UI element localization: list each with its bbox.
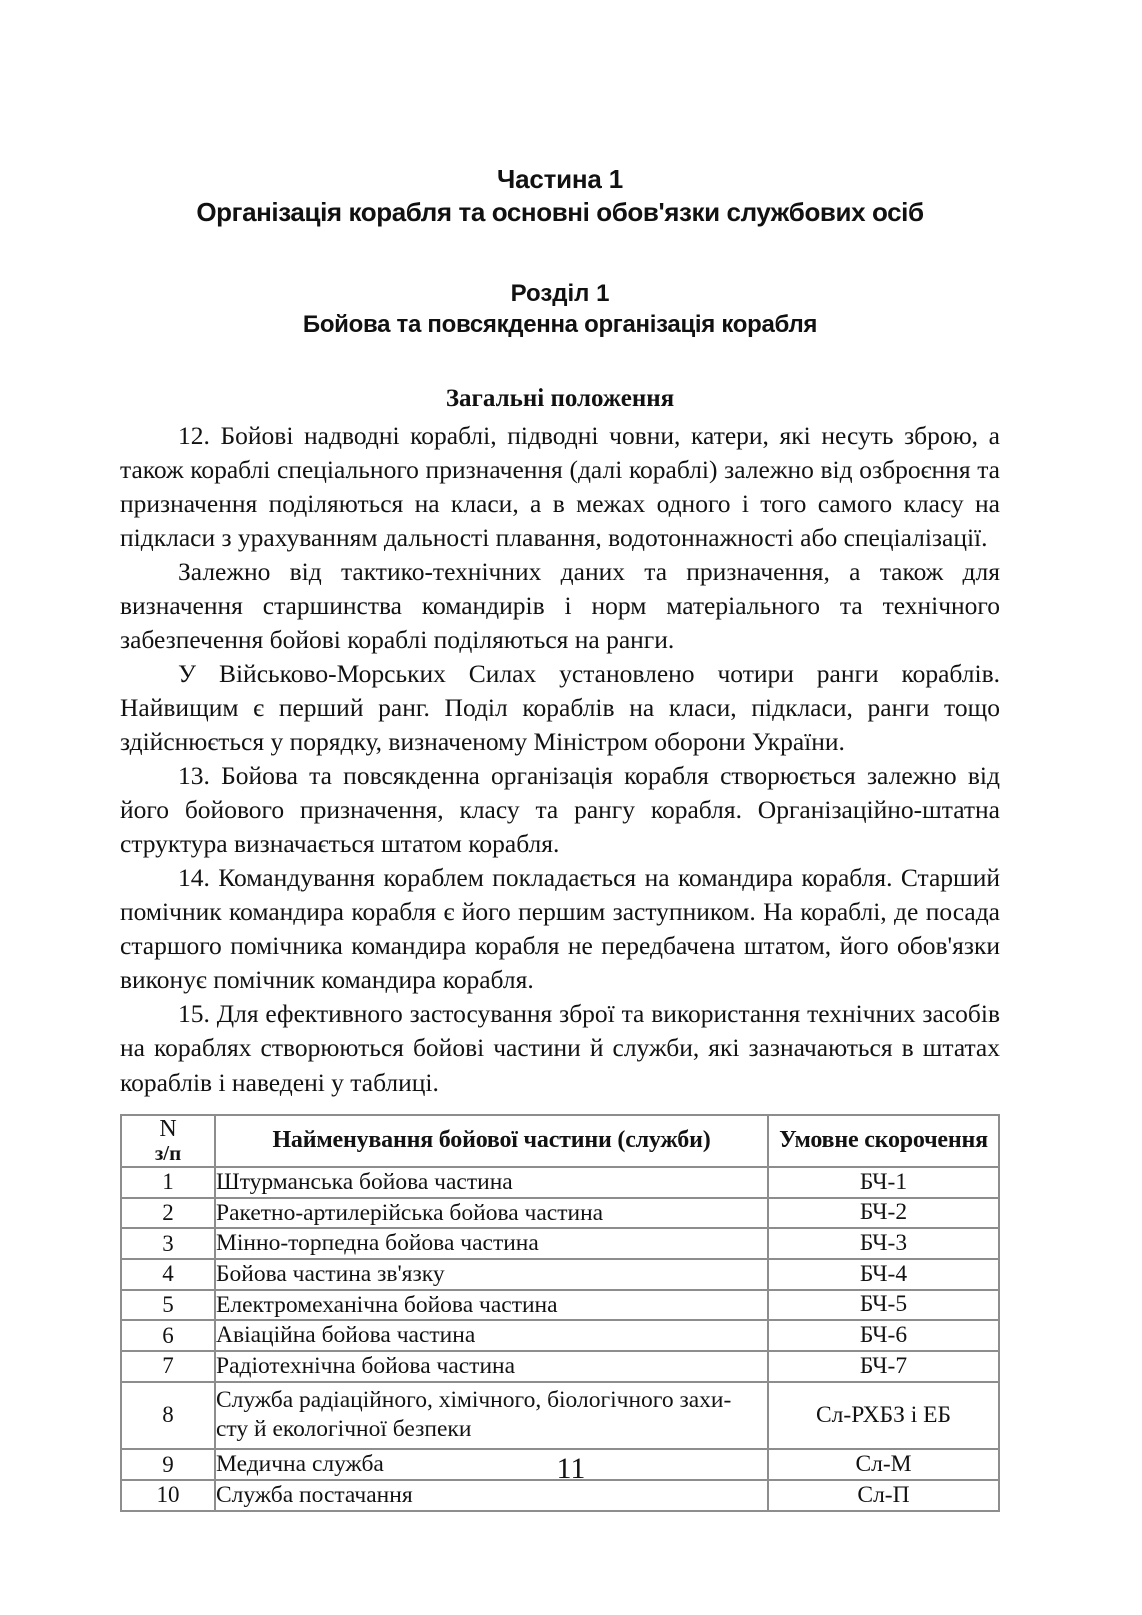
- cell-abbreviation: БЧ-1: [768, 1167, 999, 1198]
- header-cell-abbreviation: Умовне скорочення: [768, 1115, 999, 1167]
- cell-abbreviation: Сл-П: [768, 1480, 999, 1511]
- chapter-subtitle: Бойова та повсякденна організація корабля: [302, 311, 818, 339]
- paragraph-four-ranks: У Військово-Морських Силах установлено чотири ранги кораблів. Найвищим є перший ранг. Поділ кораблів на класи, підкласи, ранги тощо здійснюється у порядку, визначеному Міністром оборони України.: [120, 659, 1000, 757]
- table-row: [121, 1167, 999, 1198]
- cell-abbreviation: БЧ-7: [768, 1351, 999, 1382]
- table-row: [121, 1382, 999, 1450]
- cell-name-line-1: Служба радіаційного, хімічного, біологічного захи-: [216, 1386, 732, 1413]
- cell-number: 8: [121, 1382, 215, 1450]
- header-cell-number: [121, 1115, 215, 1167]
- header-number-letter: N: [159, 1115, 177, 1142]
- cell-name-line-2: сту й екологічної безпеки: [216, 1415, 472, 1442]
- part-subtitle: Організація корабля та основні обов'язки службових осіб: [196, 197, 924, 228]
- cell-name: Штурманська бойова частина: [215, 1167, 768, 1198]
- cell-abbreviation: БЧ-6: [768, 1320, 999, 1351]
- cell-name: Бойова частина зв'язку: [215, 1259, 768, 1290]
- table-row: [121, 1320, 999, 1351]
- cell-number: 6: [121, 1320, 215, 1351]
- cell-name: Мінно-торпедна бойова частина: [215, 1228, 768, 1259]
- chapter-title: Розділ 1: [510, 280, 610, 308]
- paragraph-ranks-criteria: Залежно від тактико-технічних даних та призначення, а також для визначення старшинства командирів і норм матеріального та технічного забезпечення бойові кораблі поділяються на ранги.: [120, 557, 1000, 655]
- cell-number: 1: [121, 1167, 215, 1198]
- cell-name: Ракетно-артилерійська бойова частина: [215, 1198, 768, 1229]
- cell-abbreviation: БЧ-2: [768, 1198, 999, 1229]
- cell-abbreviation: БЧ-3: [768, 1228, 999, 1259]
- cell-number: 10: [121, 1480, 215, 1511]
- cell-name: Авіаційна бойова частина: [215, 1320, 768, 1351]
- table-row: [121, 1259, 999, 1290]
- cell-number: 4: [121, 1259, 215, 1290]
- part-title: Частина 1: [497, 164, 623, 194]
- cell-abbreviation: Сл-РХБЗ і ЕБ: [768, 1382, 999, 1450]
- table-row: [121, 1228, 999, 1259]
- header-number-sub: з/п: [154, 1141, 182, 1166]
- title-block: [120, 0, 1000, 341]
- cell-abbreviation: БЧ-4: [768, 1259, 999, 1290]
- cell-name: Електромеханічна бойова частина: [215, 1290, 768, 1321]
- section-title: Загальні положення: [445, 384, 675, 412]
- cell-name: Служба постачання: [215, 1480, 768, 1511]
- paragraph-15: 15. Для ефективного застосування зброї та використання технічних засобів на кораблях створюються бойові частини й служби, які зазначаються в штатах кораблів і наведені у таблиці.: [120, 999, 1000, 1097]
- paragraph-14: 14. Командування кораблем покладається на командира корабля. Старший помічник командира корабля є його першим заступником. На кораблі, де посада старшого помічника командира корабля не передбачена штатом, його обов'язки виконує помічник командира корабля.: [120, 863, 1000, 995]
- cell-abbreviation: Сл-М: [768, 1449, 999, 1480]
- body-text: [120, 419, 1000, 1100]
- table-row: [121, 1351, 999, 1382]
- header-cell-name: Найменування бойової частини (служби): [215, 1115, 768, 1167]
- cell-number: 2: [121, 1198, 215, 1229]
- page-content: [120, 0, 1000, 1512]
- cell-name: [215, 1382, 768, 1450]
- cell-number: 3: [121, 1228, 215, 1259]
- page-number: 11: [556, 1452, 586, 1485]
- cell-name: Радіотехнічна бойова частина: [215, 1351, 768, 1382]
- cell-number: 9: [121, 1449, 215, 1480]
- table-row: [121, 1290, 999, 1321]
- cell-number: 7: [121, 1351, 215, 1382]
- cell-number: 5: [121, 1290, 215, 1321]
- table-header-row: [121, 1115, 999, 1167]
- paragraph-12: 12. Бойові надводні кораблі, підводні човни, катери, які несуть зброю, а також кораблі спеціального призначення (далі кораблі) залежно від озброєння та призначення поділяються на класи, а в межах одного і того самого класу на підкласи з урахуванням дальності плавання, водотоннажності або спеціалізації.: [120, 420, 1000, 553]
- cell-name: Медична служба: [215, 1449, 768, 1480]
- cell-abbreviation: БЧ-5: [768, 1290, 999, 1321]
- table-row: [121, 1198, 999, 1229]
- paragraph-13: 13. Бойова та повсякденна організація корабля створюється залежно від його бойового призначення, класу та рангу корабля. Організаційно-штатна структура визначається штатом корабля.: [120, 761, 1000, 859]
